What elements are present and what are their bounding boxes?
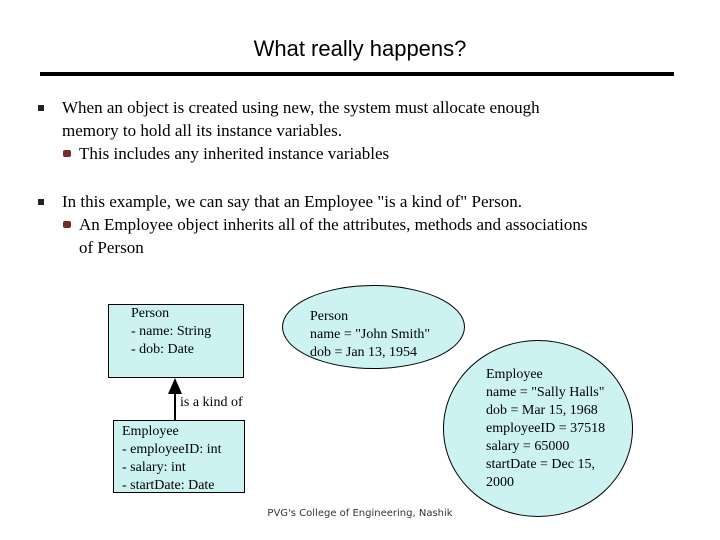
employee-class-line: - employeeID: int [122,442,222,457]
arrow-head-icon [168,378,182,394]
employee-object-line: employeeID = 37518 [486,421,606,436]
person-class-line: - name: String [131,324,212,339]
employee-class-line: - startDate: Date [122,478,215,493]
bullet-1-sub-text: This includes any inherited instance variables [79,144,390,163]
employee-object-ellipse [443,340,633,517]
person-object-ellipse [282,285,465,369]
person-object-line: Person [310,309,349,324]
person-object-line: dob = Jan 13, 1954 [310,345,418,360]
bullet-2-sub-line-2: of Person [79,238,144,257]
bullet-2-line-1: In this example, we can say that an Employee "is a kind of" Person. [62,192,523,211]
employee-class-line: - salary: int [122,460,186,475]
bullet-1-line-2: memory to hold all its instance variables. [62,121,342,140]
employee-object-line: dob = Mar 15, 1968 [486,403,598,418]
bullet-2-sub-line-1: An Employee object inherits all of the attributes, methods and associations [79,215,588,234]
person-class-line: - dob: Date [131,342,194,357]
relation-label: is a kind of [180,395,243,410]
slide-title: What really happens? [253,36,467,61]
person-class-line: Person [131,306,170,321]
employee-object-line: startDate = Dec 15, [486,457,595,472]
slide-footer: PVG's College of Engineering, Nashik [267,508,453,519]
employee-object-line: 2000 [486,475,514,490]
employee-class-box [113,420,245,493]
employee-object-line: salary = 65000 [486,439,570,454]
bullet-1-line-1: When an object is created using new, the system must allocate enough [62,98,540,117]
employee-class-line: Employee [122,424,179,439]
person-object-line: name = "John Smith" [310,327,431,342]
employee-object-line: Employee [486,367,543,382]
employee-object-line: name = "Sally Halls" [486,385,605,400]
